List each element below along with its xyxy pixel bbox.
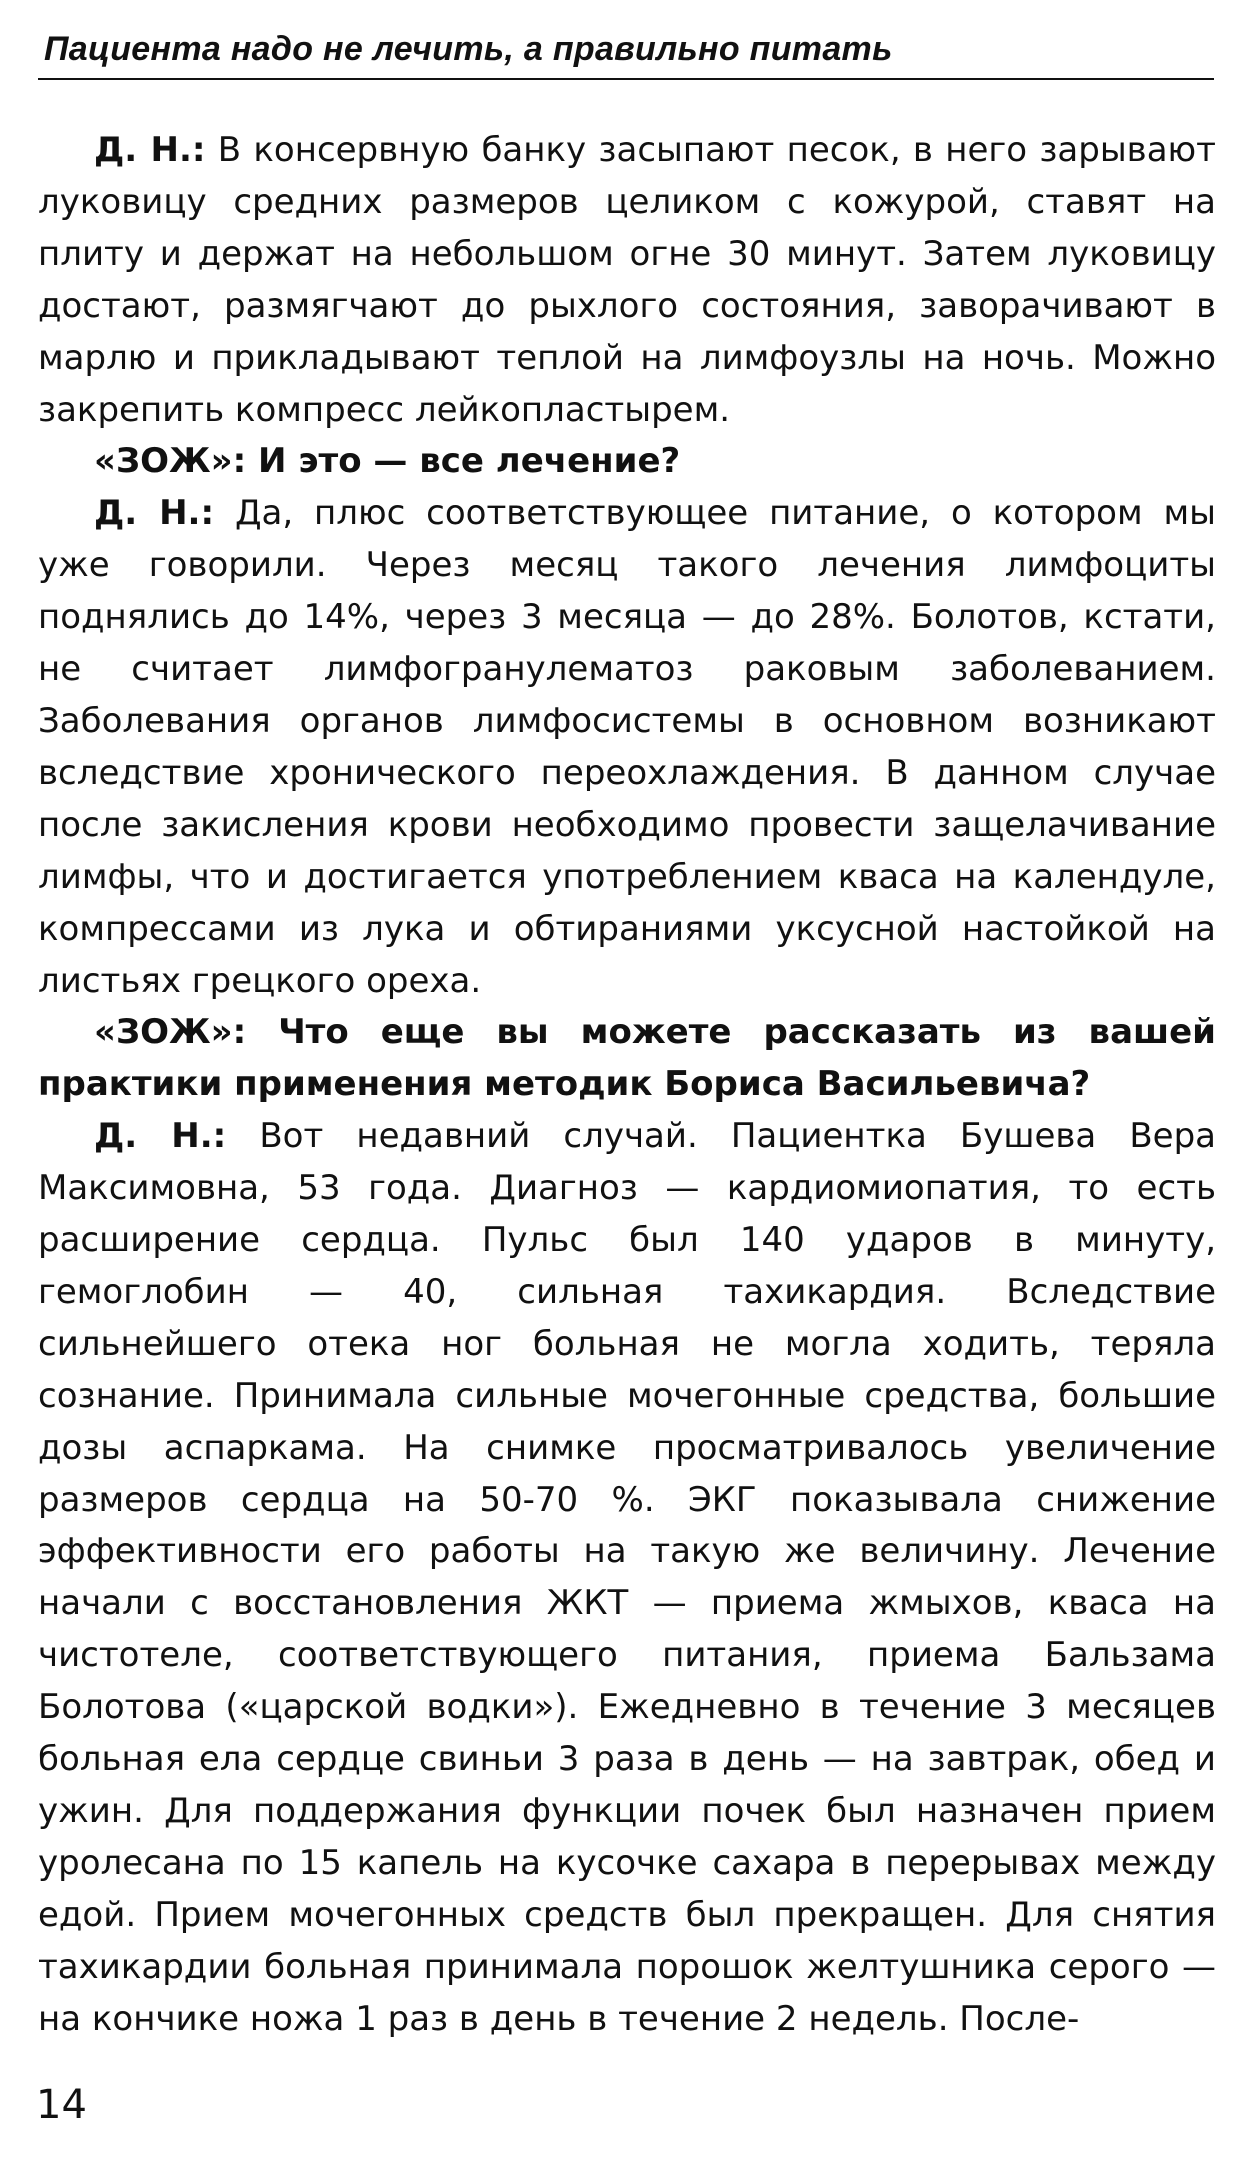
speaker-label: Д. Н.:: [94, 1116, 227, 1157]
running-header: [38, 26, 1214, 80]
answer-text: В консервную банку засыпают песок, в него зарывают луковицу средних размеров целиком с кожурой, ставят на плиту и держат на небольшом огне 30 минут. Затем луковицу достают, размягчают до рыхлого состояния, заворачивают в марлю и прикладывают теплой на лимфоузлы на ночь. Можно закрепить компресс лейкопластырем.: [38, 130, 1216, 430]
answer-text: Вот недавний случай. Пациентка Бушева Вера Максимовна, 53 года. Диагноз — кардиомиопатия, то есть расширение сердца. Пульс был 140 ударов в минуту, гемоглобин — 40, сильная тахикардия. Вследствие сильнейшего отека ног больная не могла ходить, теряла сознание. Принимала сильные мочегонные средства, большие дозы аспаркама. На снимке просматривалось увеличение размеров сердца на 50-70 %. ЭКГ показывала снижение эффективности его работы на такую же величину. Лечение начали с восстановления ЖКТ — приема жмыхов, кваса на чистотеле, соответствующего питания, приема Бальзама Болотова («царской водки»). Ежедневно в течение 3 месяцев больная ела сердце свиньи 3 раза в день — на завтрак, обед и ужин. Для поддержания функции почек был назначен прием уролесана по 15 капель на кусочке сахара в перерывах между едой. Прием мочегонных средств был прекращен. Для снятия тахикардии больная принимала порошок желтушника серого — на кончике ножа 1 раз в день в течение 2 недель. После-: [38, 1116, 1216, 2039]
page-number: 14: [36, 2082, 87, 2128]
speaker-label: Д. Н.:: [94, 493, 215, 534]
paragraph-answer: [38, 125, 1216, 436]
paragraph-question: «ЗОЖ»: Что еще вы можете рассказать из вашей практики применения методик Бориса Васильевича?: [38, 1012, 1216, 1105]
paragraph-answer: [38, 488, 1216, 1007]
speaker-label: Д. Н.:: [94, 130, 206, 170]
body-text: [38, 125, 1216, 2046]
paragraph-answer: [38, 1111, 1216, 2045]
running-header-title: Пациента надо не лечить, а правильно питать: [44, 30, 893, 68]
paragraph-question: «ЗОЖ»: И это — все лечение?: [94, 441, 681, 482]
answer-text: Да, плюс соответствующее питание, о котором мы уже говорили. Через месяц такого лечения лимфоциты поднялись до 14%, через 3 месяца — до 28%. Болотов, кстати, не считает лимфогранулематоз раковым заболеванием. Заболевания органов лимфосистемы в основном возникают вследствие хронического переохлаждения. В данном случае после закисления крови необходимо провести защелачивание лимфы, что и достигается употреблением кваса на календуле, компрессами из лука и обтираниями уксусной настойкой на листьях грецкого ореха.: [38, 493, 1216, 1001]
